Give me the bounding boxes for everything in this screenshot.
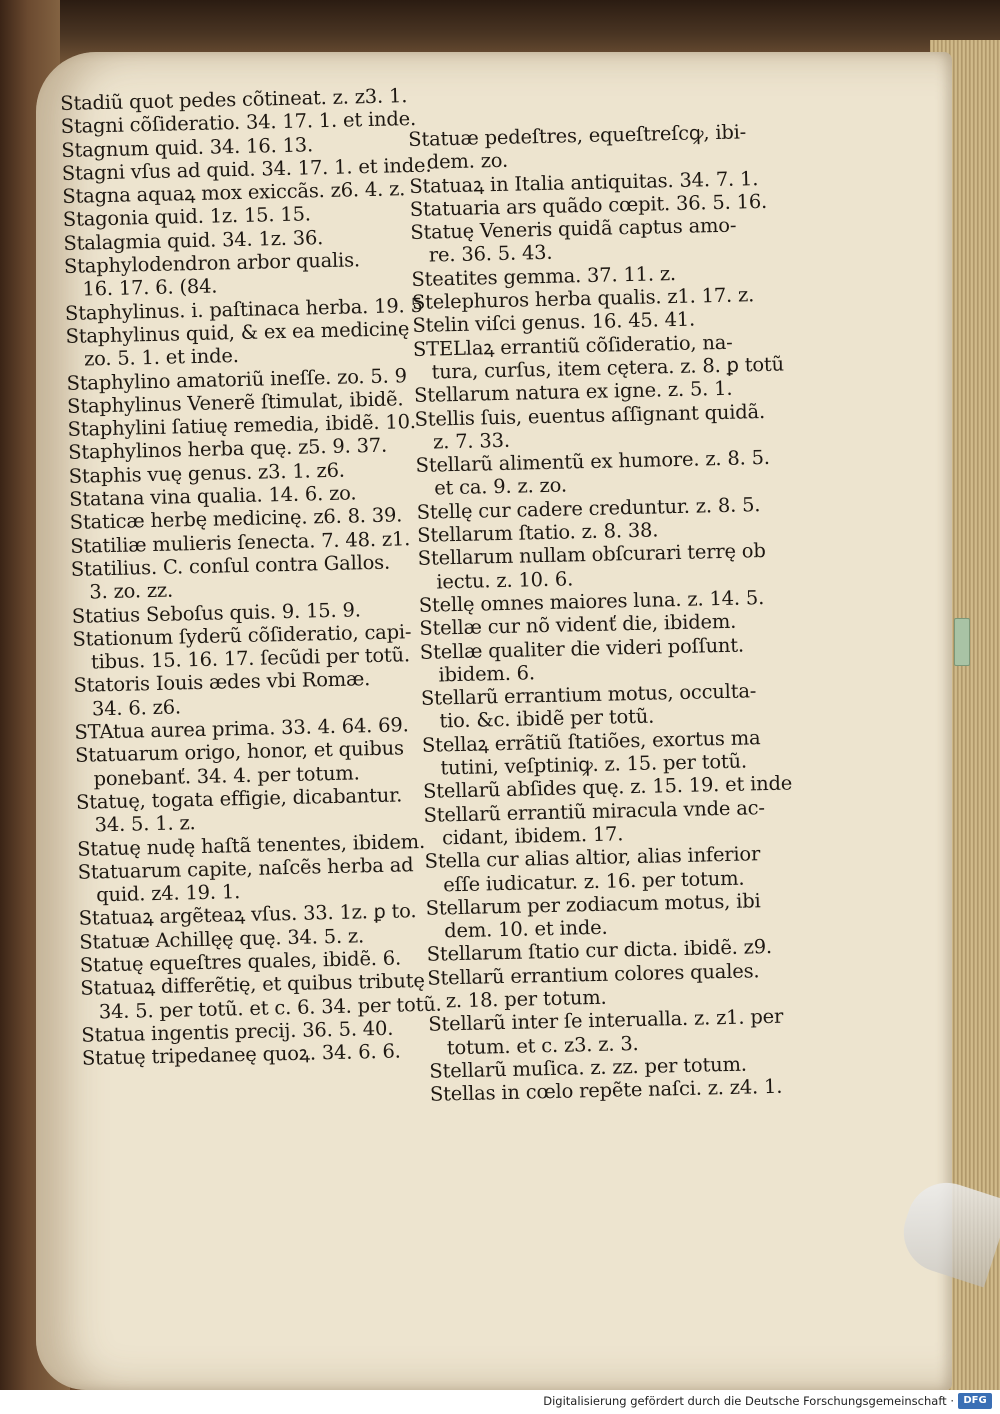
index-entry: STAtua aurea prima. 33. 4. 64. 69.	[74, 713, 409, 744]
index-entry: Statuę tripedaneę quoꝝ. 34. 6. 6.	[81, 1039, 401, 1070]
index-entry: Stationum ſyderũ cõſideratio, capi-	[72, 620, 412, 651]
index-entry: zo. 5. 1. et inde.	[83, 344, 239, 371]
index-entry: Stellarũ inter ſe interualla. z. z1. per	[428, 1005, 784, 1037]
index-entry: eſſe iudicatur. z. 16. per totum.	[442, 866, 745, 896]
index-entry: Stagni vſus ad quid. 34. 17. 1. et inde.	[61, 153, 432, 185]
index-entry: Stellarum ſtatio. z. 8. 38.	[416, 518, 659, 547]
index-entry: Statuę equeſtres quales, ibidẽ. 6.	[79, 946, 402, 977]
index-entry: Statana vina qualia. 14. 6. zo.	[68, 481, 357, 511]
index-entry: 34. 5. 1. z.	[94, 811, 196, 837]
index-entry: Statilius. C. conſul contra Gallos.	[70, 550, 391, 581]
index-entry: Stella cur alias altior, alias inferior	[424, 842, 761, 874]
index-entry: 34. 6. z6.	[91, 695, 182, 721]
index-entry: Staphylini ſatiuę remedia, ibidẽ. 10.	[67, 410, 417, 442]
index-entry: Staphis vuę genus. z3. 1. z6.	[68, 458, 346, 488]
index-entry: Stadiũ quot pedes cõtineat. z. z3. 1.	[60, 84, 408, 115]
index-entry: Stalagmia quid. 34. 1z. 36.	[63, 225, 324, 255]
index-entry: Staphylodendron arbor qualis.	[63, 248, 361, 279]
index-entry: Stellarũ errantium motus, occulta-	[420, 679, 757, 710]
index-entry: 3. zo. zz.	[89, 578, 174, 604]
index-entry: Stelin viſci genus. 16. 45. 41.	[412, 307, 696, 338]
index-entry: et ca. 9. z. zo.	[433, 473, 568, 500]
index-entry: Staphylino amatoriũ ineſſe. zo. 5. 9	[66, 363, 408, 395]
index-entry: tura, curſus, item cętera. z. 8. ꝑ totũ	[431, 352, 785, 384]
index-entry: dem. zo.	[426, 149, 509, 174]
index-entry: totum. et c. z3. z. 3.	[446, 1031, 639, 1059]
index-entry: Stellarũ alimentũ ex humore. z. 8. 5.	[415, 446, 771, 478]
index-entry: Stagna aquaꝝ mox exiccãs. z6. 4. z.	[62, 177, 406, 209]
index-entry: Stellarum nullam obſcurari terrę ob	[417, 539, 766, 571]
index-entry: STELlaꝝ errantiũ cõſideratio, na-	[412, 330, 733, 361]
index-entry: quid. z4. 19. 1.	[95, 880, 241, 907]
index-entry: Stellas in cœlo repẽte naſci. z. z4. 1.	[429, 1074, 783, 1106]
index-entry: 34. 5. per totũ. et c. 6. 34. per totũ.	[98, 992, 442, 1023]
index-entry: Statuaꝝ differẽtię, et quibus tributę	[80, 969, 425, 1001]
index-entry: Stelephuros herba qualis. z1. 17. z.	[411, 283, 755, 315]
index-entry: Statuę Veneris quidã captus amo-	[410, 213, 737, 245]
index-entry: Staphylinus Venerẽ ſtimulat, ibidẽ.	[66, 387, 404, 418]
index-entry: Stellis ſuis, euentus aſſignant quidã.	[414, 399, 766, 431]
index-entry: Stellę omnes maiores luna. z. 14. 5.	[418, 585, 765, 617]
index-entry: z. 7. 33.	[432, 428, 511, 454]
index-entry: Statua ingentis precij. 36. 5. 40.	[81, 1016, 394, 1047]
footer-credit: Digitalisierung gefördert durch die Deutsche Forschungsgemeinschaft ·	[543, 1394, 954, 1408]
index-entry: Stellarum ſtatio cur dicta. ibidẽ. z9.	[426, 935, 773, 967]
index-entry: tio. &c. ibidẽ per totũ.	[439, 704, 655, 733]
index-entry: Stagnum quid. 34. 16. 13.	[61, 132, 314, 162]
index-entry: Stellaꝝ errãtiũ ſtatiões, exortus ma	[421, 725, 761, 757]
index-column-left	[60, 83, 462, 1070]
index-entry: Statuaꝝ in Italia antiquitas. 34. 7. 1.	[409, 166, 759, 198]
index-entry: Staphylinus. i. paſtinaca herba. 19. 5	[64, 293, 423, 325]
index-entry: iectu. z. 10. 6.	[436, 567, 574, 594]
index-entry: Staphylinos herba quę. z5. 9. 37.	[67, 434, 388, 465]
index-entry: Statuarum capite, naſcẽs herba ad	[77, 852, 414, 884]
index-entry: ponebanť. 34. 4. per totum.	[93, 760, 360, 791]
index-column-right	[408, 119, 820, 1106]
index-entry: Stellæ cur nõ videnť die, ibidem.	[419, 609, 737, 641]
index-entry: ibidem. 6.	[438, 661, 536, 687]
index-entry: Statuę nudę haſtã tenentes, ibidem.	[76, 829, 426, 861]
footer-bar	[0, 1390, 1000, 1414]
index-entry: Stellarum per zodiacum motus, ibi	[425, 889, 761, 920]
index-entry: Stellarũ errantiũ miracula vnde ac-	[423, 795, 766, 827]
page-tab-marker	[954, 618, 970, 666]
index-entry: Stagni cõſideratio. 34. 17. 1. et inde.	[60, 107, 417, 139]
index-entry: Stellarũ errantium colores quales.	[427, 958, 760, 990]
index-entry: Statuæ pedeſtres, equeſtreſcꝙ, ibi-	[408, 120, 747, 151]
index-entry: re. 36. 5. 43.	[428, 241, 553, 268]
index-entry: Statuaria ars quãdo cœpit. 36. 5. 16.	[409, 189, 768, 221]
index-entry: Statoris Iouis ædes vbi Romæ.	[73, 667, 371, 698]
index-entry: Statuæ Achillęę quę. 34. 5. z.	[79, 924, 365, 954]
index-entry: Steatites gemma. 37. 11. z.	[411, 261, 677, 291]
index-entry: tibus. 15. 16. 17. ſecũdi per totũ.	[90, 643, 411, 674]
index-entry: Stellarũ abſides quę. z. 15. 19. et inde	[422, 771, 793, 804]
index-entry: z. 18. per totum.	[445, 985, 607, 1013]
index-entry: Stagonia quid. 1z. 15. 15.	[62, 202, 312, 232]
dfg-logo: DFG	[958, 1393, 992, 1409]
index-entry: cidant, ibidem. 17.	[441, 822, 624, 850]
index-entry: Statuę, togata effigie, dicabantur.	[75, 783, 403, 814]
index-entry: Stellę cur cadere creduntur. z. 8. 5.	[416, 492, 761, 524]
index-entry: Staticæ herbę medicinę. z6. 8. 39.	[69, 503, 403, 535]
index-entry: Staphylinus quid, & ex ea medicinę	[65, 317, 410, 348]
index-entry: tutini, veſptiniꝙ. z. 15. per totũ.	[440, 749, 748, 780]
index-entry: Statius Seboſus quis. 9. 15. 9.	[71, 597, 361, 628]
index-entry: Statiliæ mulieris ſenecta. 7. 48. z1.	[70, 526, 411, 558]
index-entry: Stellarũ muſica. z. zz. per totum.	[429, 1052, 747, 1083]
index-entry: Stellæ qualiter die videri poſſunt.	[419, 633, 745, 664]
index-entry: dem. 10. et inde.	[443, 915, 608, 943]
index-entry: Stellarum natura ex igne. z. 5. 1.	[413, 376, 733, 408]
index-entry: 16. 17. 6. (84.	[82, 274, 218, 301]
index-entry: Statuarum origo, honor, et quibus	[74, 736, 405, 768]
index-entry: Statuaꝝ argẽteaꝝ vſus. 33. 1z. ꝑ to.	[78, 899, 417, 931]
